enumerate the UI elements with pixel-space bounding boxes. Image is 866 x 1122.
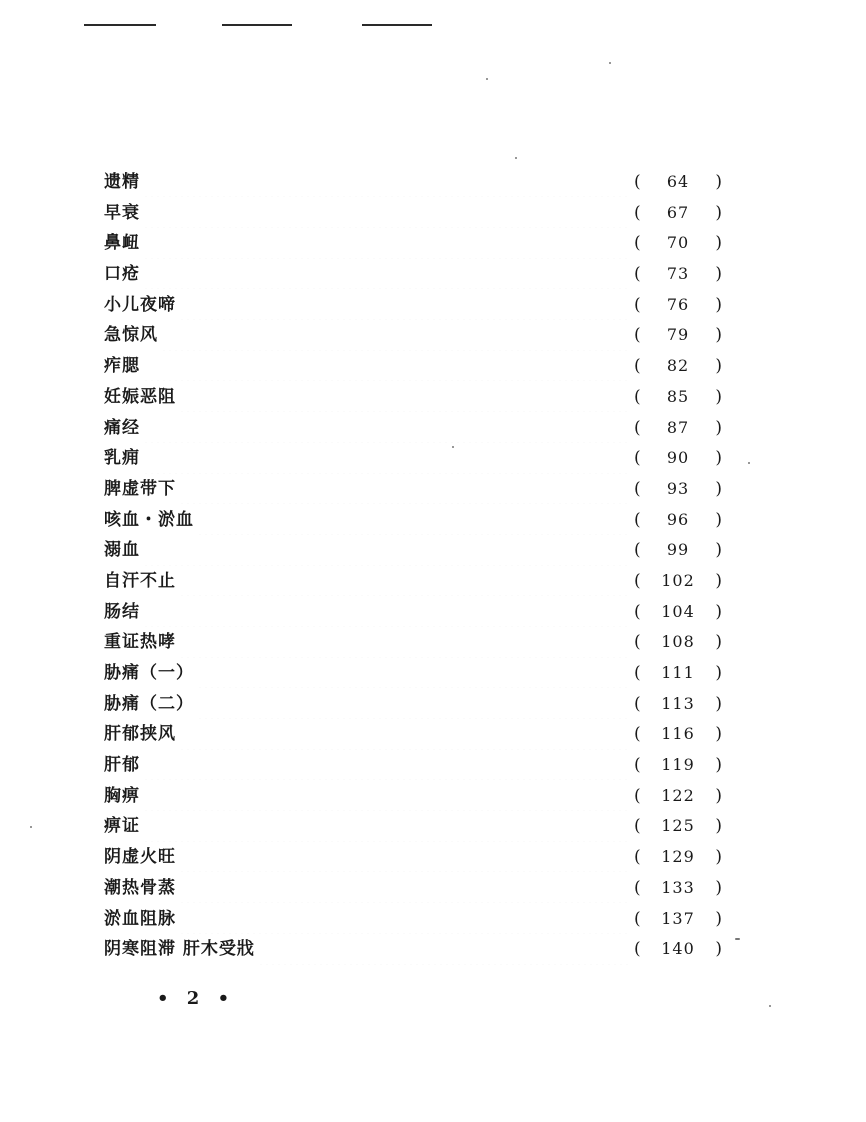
close-parenthesis: ) [715,540,722,561]
toc-entry-page-ref [634,842,722,873]
toc-entry-page-ref [634,290,722,321]
dot-leader [143,198,631,228]
toc-entry-page-number: 125 [661,816,695,836]
toc-entry-title: 阴虚火旺 [104,847,176,868]
close-parenthesis: ) [715,601,722,622]
close-parenthesis: ) [715,877,722,898]
toc-entry [104,290,722,321]
close-parenthesis: ) [715,908,722,929]
scan-speck [769,1005,771,1007]
open-parenthesis: ( [634,417,641,438]
close-parenthesis: ) [715,478,722,499]
toc-entry-title: 阴寒阻滞 肝木受戕 [104,939,255,960]
open-parenthesis: ( [634,816,641,837]
close-parenthesis: ) [715,509,722,530]
close-parenthesis: ) [715,417,722,438]
toc-entry-page-number: 79 [666,325,690,345]
dot-leader [143,351,631,381]
open-parenthesis: ( [634,386,641,407]
open-parenthesis: ( [634,663,641,683]
toc-entry-page-number: 99 [666,540,690,560]
open-parenthesis: ( [634,632,641,653]
toc-entry-page-ref [634,413,722,444]
toc-entry-page-number: 96 [666,509,690,529]
toc-entry-page-ref [634,597,722,628]
close-parenthesis: ) [715,816,722,837]
toc-entry-title: 咳血・淤血 [104,509,194,530]
toc-entry [104,811,722,842]
open-parenthesis: ( [634,601,641,622]
toc-entry-title: 乳痈 [104,448,140,469]
dot-leader [179,842,631,872]
toc-entry-page-number: 140 [661,939,695,959]
toc-entry [104,228,722,259]
scan-speck [515,157,517,159]
toc-entry [104,750,722,781]
toc-entry-page-number: 111 [661,663,695,682]
dot-leader [143,812,631,842]
open-parenthesis: ( [634,264,641,285]
open-parenthesis: ( [634,540,641,561]
toc-entry [104,904,722,935]
toc-entry [104,535,722,566]
toc-entry-page-number: 82 [666,356,690,376]
close-parenthesis: ) [715,693,722,714]
toc-entry-page-number: 90 [666,448,690,468]
toc-entry-page-ref [634,382,722,413]
dot-leader [179,628,631,658]
toc-entry-page-ref [634,198,722,229]
close-parenthesis: ) [715,785,722,806]
close-parenthesis: ) [715,356,722,377]
toc-entry-title: 重证热哮 [104,632,176,653]
open-parenthesis: ( [634,202,641,223]
toc-entry-page-ref [634,167,722,198]
toc-entry [104,443,722,474]
toc-entry [104,842,722,873]
close-parenthesis: ) [715,939,722,960]
close-parenthesis: ) [715,847,722,868]
toc-entry-page-number: 116 [661,724,695,744]
scan-speck [30,826,32,828]
toc-entry-title: 胸痹 [104,785,140,806]
toc-entry [104,597,722,628]
toc-entry [104,781,722,812]
toc-entry-title: 急惊风 [104,325,158,346]
toc-entry-page-number: 113 [661,693,695,713]
toc-entry-page-ref [634,566,722,597]
dot-leader [179,873,631,903]
toc-entry-page-ref [634,934,722,965]
dot-leader [161,321,631,351]
toc-entry-title: 肠结 [104,601,140,622]
dot-leader [258,935,631,965]
open-parenthesis: ( [634,908,641,929]
toc-entry [104,167,722,198]
toc-entry-title: 肝郁 [104,755,140,776]
toc-entry-page-ref [634,259,722,290]
toc-entry-title: 脾虚带下 [104,478,176,499]
dot-leader [143,750,631,780]
toc-entry-page-ref [634,750,722,781]
dot-leader [143,781,631,811]
toc-entry-title: 遗精 [104,172,140,192]
close-parenthesis: ) [715,202,722,223]
dot-leader [179,720,631,750]
toc-entry-title: 口疮 [104,264,140,285]
toc-entry-page-number: 122 [661,785,695,805]
toc-entry [104,382,722,413]
open-parenthesis: ( [634,294,641,315]
toc-entry-page-ref [634,320,722,351]
dot-leader [179,474,631,504]
close-parenthesis: ) [715,663,722,683]
close-parenthesis: ) [715,755,722,776]
toc-entry-page-ref [634,904,722,935]
toc-entry-page-ref [634,689,722,720]
toc-entry-title: 自汗不止 [104,570,176,591]
open-parenthesis: ( [634,356,641,377]
toc-entry [104,351,722,382]
toc-entry-title: 痛经 [104,417,140,438]
open-parenthesis: ( [634,233,641,254]
toc-entry-title: 肝郁挟风 [104,724,176,745]
dot-leader [179,904,631,934]
close-parenthesis: ) [715,448,722,469]
toc-entry-title: 妊娠恶阻 [104,386,176,407]
toc-entry-page-number: 119 [661,755,695,775]
open-parenthesis: ( [634,724,641,745]
toc-entry-title: 溺血 [104,540,140,561]
open-parenthesis: ( [634,877,641,898]
toc-entry [104,505,722,536]
toc-entry-page-ref [634,627,722,658]
toc-entry [104,934,722,965]
close-parenthesis: ) [715,325,722,346]
toc-entry-page-number: 133 [661,877,695,897]
open-parenthesis: ( [634,755,641,776]
open-parenthesis: ( [634,448,641,469]
dot-leader [143,167,631,197]
dot-leader [197,658,631,688]
toc-entry-page-number: 85 [666,386,690,406]
toc-entry-title: 小儿夜啼 [104,294,176,315]
toc-entry-title: 淤血阻脉 [104,908,176,929]
toc-entry-page-ref [634,535,722,566]
open-parenthesis: ( [634,325,641,346]
toc-entry-page-number: 93 [666,478,690,498]
dot-leader [143,444,631,474]
dot-leader [143,536,631,566]
header-rule-right [362,24,432,26]
scan-speck [486,78,488,80]
close-parenthesis: ) [715,233,722,254]
close-parenthesis: ) [715,264,722,285]
open-parenthesis: ( [634,570,641,591]
scan-speck [735,938,740,940]
close-parenthesis: ) [715,632,722,653]
toc-entry-title: 痄腮 [104,356,140,377]
toc-entry-page-number: 104 [661,601,695,621]
toc-entry-page-ref [634,873,722,904]
open-parenthesis: ( [634,847,641,868]
close-parenthesis: ) [715,294,722,315]
toc-entry [104,566,722,597]
toc-entry-page-ref [634,719,722,750]
dot-leader [179,566,631,596]
scan-speck [748,462,750,464]
toc-entry-title: 胁痛（二） [104,693,194,714]
toc-entry [104,658,722,689]
toc-entry-title: 早衰 [104,202,140,223]
close-parenthesis: ) [715,386,722,407]
close-parenthesis: ) [715,570,722,591]
scan-speck [609,62,611,64]
scan-speck [452,446,454,448]
table-of-contents [104,167,722,965]
toc-entry [104,873,722,904]
dot-leader [143,413,631,443]
toc-entry-title: 鼻衄 [104,233,140,254]
toc-entry [104,198,722,229]
toc-entry-page-ref [634,505,722,536]
open-parenthesis: ( [634,785,641,806]
dot-leader [197,689,631,719]
dot-leader [197,505,631,535]
dot-leader [179,290,631,320]
toc-entry-page-ref [634,781,722,812]
toc-entry-page-ref [634,351,722,382]
toc-entry-title: 胁痛（一） [104,663,194,683]
toc-entry-title: 痹证 [104,816,140,837]
toc-entry-page-ref [634,228,722,259]
toc-entry-page-ref [634,474,722,505]
toc-entry [104,259,722,290]
toc-entry-title: 潮热骨蒸 [104,877,176,898]
toc-entry [104,413,722,444]
close-parenthesis: ) [715,724,722,745]
header-rule-left [84,24,156,26]
page-number-footer: • 2 • [157,988,236,1009]
toc-entry-page-number: 70 [666,233,690,253]
toc-entry-page-ref [634,658,722,689]
toc-entry-page-number: 137 [661,908,695,928]
toc-entry-page-number: 73 [666,264,690,284]
dot-leader [179,382,631,412]
toc-entry-page-number: 102 [661,570,695,590]
open-parenthesis: ( [634,509,641,530]
toc-entry [104,627,722,658]
open-parenthesis: ( [634,172,641,192]
header-rule-middle [222,24,292,26]
toc-entry [104,474,722,505]
toc-entry-page-number: 64 [666,172,690,191]
toc-entry-page-number: 108 [661,632,695,652]
toc-entry-page-ref [634,811,722,842]
toc-entry [104,689,722,720]
open-parenthesis: ( [634,478,641,499]
open-parenthesis: ( [634,939,641,960]
dot-leader [143,597,631,627]
toc-entry-page-number: 87 [666,417,690,437]
toc-entry-page-ref [634,443,722,474]
toc-entry-page-number: 129 [661,847,695,867]
dot-leader [143,229,631,259]
toc-entry-page-number: 76 [666,294,690,314]
open-parenthesis: ( [634,693,641,714]
toc-entry-page-number: 67 [666,202,690,222]
close-parenthesis: ) [715,172,722,192]
dot-leader [143,259,631,289]
toc-entry [104,719,722,750]
toc-entry [104,320,722,351]
